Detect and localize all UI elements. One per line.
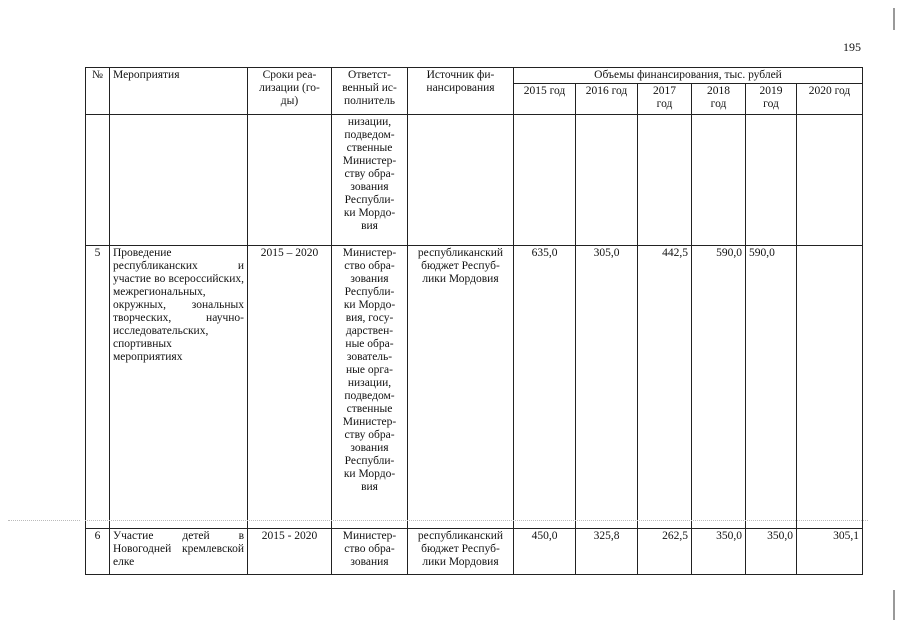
row-value-2017: 442,5	[638, 246, 692, 529]
cont-value	[746, 115, 797, 246]
row-activity: Участие детей в Новогодней кремлевской елке	[110, 529, 248, 575]
row-responsible: Министер- ство обра- зования	[332, 529, 408, 575]
continuation-row	[86, 115, 863, 246]
row-value-2019: 350,0	[746, 529, 797, 575]
cont-value	[797, 115, 863, 246]
header-activity: Мероприятия	[110, 68, 248, 115]
row-activity: Проведение республиканских и участие во всероссийских, межрегиональных, окружных, зональных творческих, научно-исследовательских, спортивных мероприятиях	[110, 246, 248, 529]
header-num: №	[86, 68, 110, 115]
cont-value	[514, 115, 576, 246]
header-year-2016: 2016 год	[576, 84, 638, 115]
header-year-2019: 2019 год	[746, 84, 797, 115]
cont-value	[576, 115, 638, 246]
header-year-2017: 2017 год	[638, 84, 692, 115]
row-value-2018: 350,0	[692, 529, 746, 575]
header-row-1	[86, 68, 863, 84]
row-period: 2015 – 2020	[248, 246, 332, 529]
funding-table	[85, 67, 863, 575]
header-period: Сроки реа- лизации (го- ды)	[248, 68, 332, 115]
row-num: 6	[86, 529, 110, 575]
header-year-2020: 2020 год	[797, 84, 863, 115]
header-source: Источник фи- нансирования	[408, 68, 514, 115]
cont-value	[638, 115, 692, 246]
row-value-2019: 590,0	[746, 246, 797, 529]
row-num: 5	[86, 246, 110, 529]
page-number: 195	[843, 40, 861, 54]
scan-edge-mark	[893, 590, 895, 620]
scan-edge-mark	[893, 8, 895, 30]
header-year-2015: 2015 год	[514, 84, 576, 115]
row-value-2015: 635,0	[514, 246, 576, 529]
row-value-2020: 305,1	[797, 529, 863, 575]
header-responsible: Ответст- венный ис- полнитель	[332, 68, 408, 115]
cont-activity	[110, 115, 248, 246]
header-year-2018: 2018 год	[692, 84, 746, 115]
cont-responsible: низации, подведом- ственные Министер- ству обра- зования Республи- ки Мордо- вия	[332, 115, 408, 246]
header-funding-group: Объемы финансирования, тыс. рублей	[514, 68, 863, 84]
row-value-2018: 590,0	[692, 246, 746, 529]
row-value-2015: 450,0	[514, 529, 576, 575]
table-row	[86, 246, 863, 529]
row-responsible: Министер- ство обра- зования Республи- ки Мордо- вия, госу- дарствен- ные обра- зователь- ные орга- низации, подведом- ственные Министер- ству обра- зования Республи- ки Мордо- вия	[332, 246, 408, 529]
scan-artifact-line	[8, 520, 80, 522]
row-source: республиканский бюджет Респуб- лики Мордовия	[408, 529, 514, 575]
cont-source	[408, 115, 514, 246]
cont-num	[86, 115, 110, 246]
row-period: 2015 - 2020	[248, 529, 332, 575]
row-source: республиканский бюджет Респуб- лики Мордовия	[408, 246, 514, 529]
row-value-2020	[797, 246, 863, 529]
cont-value	[692, 115, 746, 246]
table-row	[86, 529, 863, 575]
row-value-2017: 262,5	[638, 529, 692, 575]
row-value-2016: 325,8	[576, 529, 638, 575]
cont-period	[248, 115, 332, 246]
scan-artifact-line	[85, 520, 868, 522]
row-value-2016: 305,0	[576, 246, 638, 529]
